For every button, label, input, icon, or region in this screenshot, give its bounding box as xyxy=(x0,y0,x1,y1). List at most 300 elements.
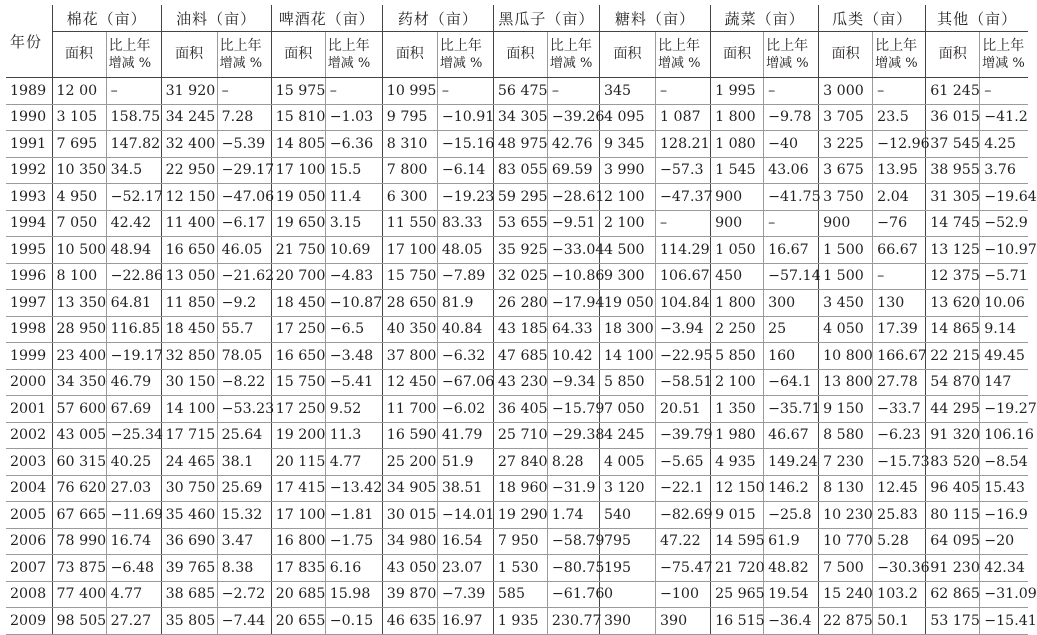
area-cell: 7 695 xyxy=(52,131,106,158)
change-cell: 10.42 xyxy=(547,343,599,370)
area-cell: 34 980 xyxy=(382,528,437,555)
area-cell: 16 650 xyxy=(271,343,325,370)
change-cell: −1.75 xyxy=(325,528,382,555)
change-cell: −15.16 xyxy=(437,131,493,158)
change-cell: −29.38 xyxy=(547,422,599,449)
area-cell: 1 530 xyxy=(493,555,547,582)
area-cell: 37 545 xyxy=(926,131,980,158)
area-cell: 30 015 xyxy=(382,502,437,529)
change-cell: −53.23 xyxy=(217,396,271,423)
year-cell: 1999 xyxy=(6,343,52,370)
area-cell: 21 750 xyxy=(271,237,325,264)
change-cell: 25.83 xyxy=(873,502,926,529)
change-cell: 11.3 xyxy=(325,422,382,449)
area-cell: 26 280 xyxy=(493,290,547,317)
area-cell: 900 xyxy=(819,210,873,237)
year-cell: 2009 xyxy=(6,608,52,635)
change-cell: 25.64 xyxy=(217,422,271,449)
change-cell: −58.79 xyxy=(547,528,599,555)
change-cell: −1.03 xyxy=(325,104,382,131)
change-cell: 16.74 xyxy=(106,528,161,555)
area-cell: 60 315 xyxy=(52,449,106,476)
area-cell: 13 050 xyxy=(161,263,217,290)
change-cell: −35.71 xyxy=(764,396,819,423)
change-cell: −76 xyxy=(873,210,926,237)
area-subheader: 面积 xyxy=(52,32,106,78)
group-header-black-melon-seed: 黑瓜子（亩） xyxy=(493,5,599,32)
change-cell: −61.76 xyxy=(547,581,599,608)
area-cell: 4 095 xyxy=(599,104,655,131)
change-cell: – xyxy=(106,78,161,105)
area-cell: 18 450 xyxy=(271,290,325,317)
change-subheader xyxy=(437,32,493,78)
area-cell: 13 800 xyxy=(819,369,873,396)
table-row xyxy=(6,237,1028,264)
area-cell: 9 795 xyxy=(382,104,437,131)
change-subheader-line2: 增减 % xyxy=(439,55,483,71)
change-cell: −28.61 xyxy=(547,184,599,211)
area-cell: 53 655 xyxy=(493,210,547,237)
area-cell: 8 310 xyxy=(382,131,437,158)
area-cell: 11 850 xyxy=(161,290,217,317)
area-cell: 91 320 xyxy=(926,422,980,449)
change-cell: −4.83 xyxy=(325,263,382,290)
area-cell: 15 975 xyxy=(271,78,325,105)
area-cell: 1 500 xyxy=(819,263,873,290)
change-cell: 42.42 xyxy=(106,210,161,237)
area-cell: 10 230 xyxy=(819,502,873,529)
area-subheader: 面积 xyxy=(161,32,217,78)
change-cell: 64.33 xyxy=(547,316,599,343)
change-cell: 20.51 xyxy=(656,396,711,423)
year-cell: 1992 xyxy=(6,157,52,184)
year-cell: 2002 xyxy=(6,422,52,449)
change-subheader-line1: 比上年 xyxy=(549,37,592,54)
change-cell: – xyxy=(325,78,382,105)
area-cell: 0 xyxy=(599,581,655,608)
area-cell: 39 870 xyxy=(382,581,437,608)
area-cell: 540 xyxy=(599,502,655,529)
change-cell: – xyxy=(437,78,493,105)
area-subheader: 面积 xyxy=(599,32,655,78)
area-cell: 3 120 xyxy=(599,475,655,502)
area-cell: 3 675 xyxy=(819,157,873,184)
change-cell: 10.06 xyxy=(980,290,1028,317)
group-header-oilseed: 油料（亩） xyxy=(161,5,271,32)
area-cell: 2 100 xyxy=(711,369,764,396)
change-cell: 38.1 xyxy=(217,449,271,476)
area-subheader: 面积 xyxy=(711,32,764,78)
year-cell: 1993 xyxy=(6,184,52,211)
year-cell: 1994 xyxy=(6,210,52,237)
area-cell: 7 950 xyxy=(493,528,547,555)
area-cell: 30 150 xyxy=(161,369,217,396)
change-cell: 10.69 xyxy=(325,237,382,264)
change-cell: 6.16 xyxy=(325,555,382,582)
year-cell: 1990 xyxy=(6,104,52,131)
change-cell: −47.37 xyxy=(656,184,711,211)
change-cell: 61.9 xyxy=(764,528,819,555)
table-header xyxy=(6,5,1028,78)
area-cell: 12 150 xyxy=(161,184,217,211)
change-cell: 83.33 xyxy=(437,210,493,237)
change-subheader-line2: 增减 % xyxy=(108,55,152,71)
change-cell: −5.39 xyxy=(217,131,271,158)
area-cell: 59 295 xyxy=(493,184,547,211)
change-subheader-line2: 增减 % xyxy=(549,55,593,71)
area-cell: 8 100 xyxy=(52,263,106,290)
area-cell: 7 230 xyxy=(819,449,873,476)
change-subheader-line2: 增减 % xyxy=(982,55,1025,71)
change-cell: −57.14 xyxy=(764,263,819,290)
change-cell: −52.17 xyxy=(106,184,161,211)
change-cell: −82.69 xyxy=(656,502,711,529)
year-cell: 1991 xyxy=(6,131,52,158)
change-cell: −64.1 xyxy=(764,369,819,396)
change-cell: −19.23 xyxy=(437,184,493,211)
area-cell: 7 500 xyxy=(819,555,873,582)
table-row xyxy=(6,343,1028,370)
change-cell: 147 xyxy=(980,369,1028,396)
area-cell: 17 715 xyxy=(161,422,217,449)
change-cell: −7.44 xyxy=(217,608,271,635)
change-cell: 46.05 xyxy=(217,237,271,264)
table-row xyxy=(6,475,1028,502)
change-cell: −30.36 xyxy=(873,555,926,582)
area-cell: 14 805 xyxy=(271,131,325,158)
change-cell: −6.36 xyxy=(325,131,382,158)
table-row xyxy=(6,396,1028,423)
change-cell: −36.4 xyxy=(764,608,819,635)
area-cell: 16 650 xyxy=(161,237,217,264)
change-cell: 300 xyxy=(764,290,819,317)
change-cell: −25.8 xyxy=(764,502,819,529)
area-cell: 31 920 xyxy=(161,78,217,105)
area-cell: 25 965 xyxy=(711,581,764,608)
change-cell: −19.27 xyxy=(980,396,1028,423)
area-cell: 30 750 xyxy=(161,475,217,502)
change-cell: 48.82 xyxy=(764,555,819,582)
area-cell: 47 685 xyxy=(493,343,547,370)
area-cell: 76 620 xyxy=(52,475,106,502)
area-cell: 56 475 xyxy=(493,78,547,105)
change-subheader xyxy=(873,32,926,78)
change-cell: 27.78 xyxy=(873,369,926,396)
change-subheader xyxy=(656,32,711,78)
area-cell: 15 750 xyxy=(382,263,437,290)
change-cell: 8.38 xyxy=(217,555,271,582)
change-cell: −22.1 xyxy=(656,475,711,502)
area-cell: 83 520 xyxy=(926,449,980,476)
change-cell: −2.72 xyxy=(217,581,271,608)
area-cell: 36 015 xyxy=(926,104,980,131)
change-cell: 106.16 xyxy=(980,422,1028,449)
change-cell: 1 087 xyxy=(656,104,711,131)
area-cell: 4 935 xyxy=(711,449,764,476)
area-cell: 19 650 xyxy=(271,210,325,237)
change-cell: 64.81 xyxy=(106,290,161,317)
area-cell: 3 450 xyxy=(819,290,873,317)
area-cell: 11 700 xyxy=(382,396,437,423)
area-cell: 78 990 xyxy=(52,528,106,555)
change-cell: 4.77 xyxy=(325,449,382,476)
change-cell: 43.06 xyxy=(764,157,819,184)
area-cell: 14 595 xyxy=(711,528,764,555)
area-cell: 35 805 xyxy=(161,608,217,635)
crop-area-table xyxy=(6,5,1037,635)
change-cell: −31.09 xyxy=(980,581,1028,608)
change-subheader-line1: 比上年 xyxy=(658,37,701,54)
group-header-medicinal: 药材（亩） xyxy=(382,5,493,32)
area-cell: 43 050 xyxy=(382,555,437,582)
change-cell: −40 xyxy=(764,131,819,158)
area-cell: 12 150 xyxy=(711,475,764,502)
area-cell: 795 xyxy=(599,528,655,555)
change-cell: −10.91 xyxy=(437,104,493,131)
change-cell: – xyxy=(980,78,1028,105)
area-cell: 39 765 xyxy=(161,555,217,582)
change-cell: – xyxy=(217,78,271,105)
area-cell: 19 200 xyxy=(271,422,325,449)
area-cell: 20 700 xyxy=(271,263,325,290)
change-cell: −15.79 xyxy=(547,396,599,423)
change-cell: 128.21 xyxy=(656,131,711,158)
area-cell: 27 840 xyxy=(493,449,547,476)
change-cell: −8.22 xyxy=(217,369,271,396)
area-cell: 15 240 xyxy=(819,581,873,608)
area-cell: 25 710 xyxy=(493,422,547,449)
group-header-sugar: 糖料（亩） xyxy=(599,5,710,32)
area-cell: 17 415 xyxy=(271,475,325,502)
change-cell: 103.2 xyxy=(873,581,926,608)
table-row xyxy=(6,449,1028,476)
change-cell: 47.22 xyxy=(656,528,711,555)
year-cell: 2003 xyxy=(6,449,52,476)
change-subheader-line1: 比上年 xyxy=(219,37,262,54)
area-cell: 12 375 xyxy=(926,263,980,290)
area-cell: 1 800 xyxy=(711,290,764,317)
area-cell: 61 245 xyxy=(926,78,980,105)
area-cell: 7 800 xyxy=(382,157,437,184)
change-subheader xyxy=(764,32,819,78)
area-cell: 20 115 xyxy=(271,449,325,476)
change-cell: 55.7 xyxy=(217,316,271,343)
area-cell: 1 995 xyxy=(711,78,764,105)
area-cell: 195 xyxy=(599,555,655,582)
area-cell: 10 350 xyxy=(52,157,106,184)
change-cell: 50.1 xyxy=(873,608,926,635)
change-cell: 130 xyxy=(873,290,926,317)
area-cell: 13 620 xyxy=(926,290,980,317)
area-cell: 54 870 xyxy=(926,369,980,396)
change-cell: −39.79 xyxy=(656,422,711,449)
change-cell: 46.79 xyxy=(106,369,161,396)
group-header-hops: 啤酒花（亩） xyxy=(271,5,382,32)
area-cell: 21 720 xyxy=(711,555,764,582)
change-cell: 15.5 xyxy=(325,157,382,184)
change-cell: −3.48 xyxy=(325,343,382,370)
area-cell: 10 500 xyxy=(52,237,106,264)
change-cell: −16.9 xyxy=(980,502,1028,529)
area-cell: 40 350 xyxy=(382,316,437,343)
change-cell: 81.9 xyxy=(437,290,493,317)
area-cell: 34 350 xyxy=(52,369,106,396)
area-cell: 9 015 xyxy=(711,502,764,529)
change-cell: 25 xyxy=(764,316,819,343)
area-cell: 14 745 xyxy=(926,210,980,237)
change-cell: 16.67 xyxy=(764,237,819,264)
change-cell: −39.26 xyxy=(547,104,599,131)
change-cell: −52.9 xyxy=(980,210,1028,237)
change-cell: 149.24 xyxy=(764,449,819,476)
change-cell: 17.39 xyxy=(873,316,926,343)
change-cell: 27.27 xyxy=(106,608,161,635)
area-cell: 46 635 xyxy=(382,608,437,635)
change-cell: 104.84 xyxy=(656,290,711,317)
year-cell: 1989 xyxy=(6,78,52,105)
area-subheader: 面积 xyxy=(819,32,873,78)
change-subheader-line1: 比上年 xyxy=(439,37,482,54)
change-cell: −33.7 xyxy=(873,396,926,423)
year-cell: 1996 xyxy=(6,263,52,290)
change-cell: 67.69 xyxy=(106,396,161,423)
change-cell: – xyxy=(656,210,711,237)
change-cell: 3.76 xyxy=(980,157,1028,184)
area-cell: 18 960 xyxy=(493,475,547,502)
area-cell: 64 095 xyxy=(926,528,980,555)
change-cell: −57.3 xyxy=(656,157,711,184)
year-cell: 1998 xyxy=(6,316,52,343)
area-cell: 4 245 xyxy=(599,422,655,449)
area-cell: 16 515 xyxy=(711,608,764,635)
area-cell: 36 405 xyxy=(493,396,547,423)
change-cell: −21.62 xyxy=(217,263,271,290)
change-cell: – xyxy=(764,78,819,105)
area-cell: 53 175 xyxy=(926,608,980,635)
change-cell: −19.17 xyxy=(106,343,161,370)
table-row xyxy=(6,528,1028,555)
year-cell: 1997 xyxy=(6,290,52,317)
table-row xyxy=(6,157,1028,184)
area-cell: 31 305 xyxy=(926,184,980,211)
area-cell: 80 115 xyxy=(926,502,980,529)
change-cell: −6.48 xyxy=(106,555,161,582)
area-cell: 14 865 xyxy=(926,316,980,343)
change-cell: −22.95 xyxy=(656,343,711,370)
table-row xyxy=(6,581,1028,608)
change-cell: −6.02 xyxy=(437,396,493,423)
year-cell: 2006 xyxy=(6,528,52,555)
area-cell: 390 xyxy=(599,608,655,635)
change-cell: 1.74 xyxy=(547,502,599,529)
area-cell: 22 950 xyxy=(161,157,217,184)
change-cell: 116.85 xyxy=(106,316,161,343)
area-cell: 3 105 xyxy=(52,104,106,131)
change-cell: 15.98 xyxy=(325,581,382,608)
change-cell: 23.5 xyxy=(873,104,926,131)
area-cell: 345 xyxy=(599,78,655,105)
area-cell: 4 500 xyxy=(599,237,655,264)
change-cell: – xyxy=(873,78,926,105)
area-cell: 67 665 xyxy=(52,502,106,529)
area-cell: 44 295 xyxy=(926,396,980,423)
change-cell: 160 xyxy=(764,343,819,370)
change-subheader xyxy=(980,32,1028,78)
area-cell: 4 005 xyxy=(599,449,655,476)
area-cell: 77 400 xyxy=(52,581,106,608)
area-cell: 3 750 xyxy=(819,184,873,211)
area-cell: 12 00 xyxy=(52,78,106,105)
area-cell: 8 130 xyxy=(819,475,873,502)
change-cell: 42.76 xyxy=(547,131,599,158)
area-cell: 8 580 xyxy=(819,422,873,449)
area-cell: 585 xyxy=(493,581,547,608)
change-cell: −5.41 xyxy=(325,369,382,396)
change-cell: 3.47 xyxy=(217,528,271,555)
change-cell: 42.34 xyxy=(980,555,1028,582)
change-cell: – xyxy=(547,78,599,105)
change-cell: −1.81 xyxy=(325,502,382,529)
area-cell: 2 100 xyxy=(599,184,655,211)
change-cell: −14.01 xyxy=(437,502,493,529)
change-cell: 16.97 xyxy=(437,608,493,635)
area-cell: 25 200 xyxy=(382,449,437,476)
area-cell: 18 300 xyxy=(599,316,655,343)
change-subheader xyxy=(547,32,599,78)
area-cell: 16 590 xyxy=(382,422,437,449)
change-cell: −22.86 xyxy=(106,263,161,290)
area-cell: 7 050 xyxy=(52,210,106,237)
crop-area-table-container xyxy=(6,5,1037,635)
area-cell: 19 290 xyxy=(493,502,547,529)
change-cell: −11.69 xyxy=(106,502,161,529)
area-cell: 15 750 xyxy=(271,369,325,396)
change-cell: −17.94 xyxy=(547,290,599,317)
change-cell: – xyxy=(764,210,819,237)
area-cell: 22 875 xyxy=(819,608,873,635)
area-cell: 19 050 xyxy=(271,184,325,211)
change-cell: 114.29 xyxy=(656,237,711,264)
change-cell: −13.42 xyxy=(325,475,382,502)
table-row xyxy=(6,369,1028,396)
change-cell: – xyxy=(656,78,711,105)
change-subheader-line2: 增减 % xyxy=(658,55,701,71)
area-cell: 37 800 xyxy=(382,343,437,370)
change-cell: −5.65 xyxy=(656,449,711,476)
year-cell: 2005 xyxy=(6,502,52,529)
change-cell: −3.94 xyxy=(656,316,711,343)
area-cell: 5 850 xyxy=(599,369,655,396)
area-cell: 450 xyxy=(711,263,764,290)
change-subheader-line2: 增减 % xyxy=(219,55,263,71)
change-cell: 49.45 xyxy=(980,343,1028,370)
group-header-other: 其他（亩） xyxy=(926,5,1028,32)
area-cell: 17 100 xyxy=(271,157,325,184)
change-subheader-line1: 比上年 xyxy=(982,37,1025,54)
table-row xyxy=(6,555,1028,582)
change-cell: −7.39 xyxy=(437,581,493,608)
change-cell: −8.54 xyxy=(980,449,1028,476)
area-cell: 96 405 xyxy=(926,475,980,502)
change-cell: 38.51 xyxy=(437,475,493,502)
area-cell: 3 225 xyxy=(819,131,873,158)
change-subheader xyxy=(106,32,161,78)
change-cell: 48.94 xyxy=(106,237,161,264)
area-cell: 48 975 xyxy=(493,131,547,158)
change-subheader-line1: 比上年 xyxy=(327,37,370,54)
table-row xyxy=(6,263,1028,290)
change-cell: 34.5 xyxy=(106,157,161,184)
